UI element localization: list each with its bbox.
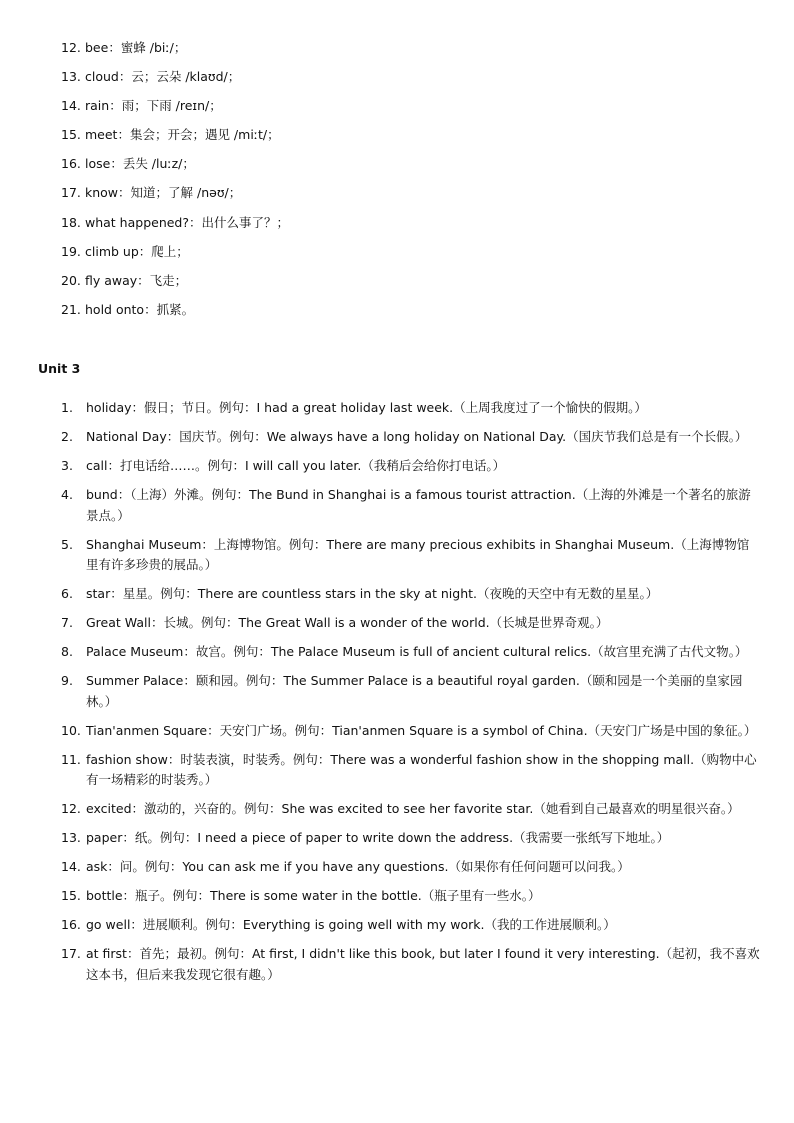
list-item [61, 613, 761, 634]
item-text: bund：（上海）外滩。例句：The Bund in Shanghai is a famous tourist attraction.（上海的外滩是一个著名的旅游景点。） [86, 487, 751, 523]
item-number: 14. [61, 98, 81, 114]
item-text: National Day：国庆节。例句：We always have a long holiday on National Day.（国庆节我们总是有一个长假。） [86, 429, 748, 444]
item-text: star：星星。例句：There are countless stars in the sky at night.（夜晚的天空中有无数的星星。） [86, 586, 659, 601]
list-item [61, 456, 761, 477]
item-text: call：打电话给……。例句：I will call you later.（我稍后会给你打电话。） [86, 458, 506, 473]
item-text: holiday：假日；节日。例句：I had a great holiday last week.（上周我度过了一个愉快的假期。） [86, 400, 647, 415]
item-number: 16. [61, 156, 81, 172]
item-number: 13. [61, 69, 81, 85]
list-item [61, 642, 761, 663]
list-item [61, 828, 761, 849]
item-number: 21. [61, 301, 81, 317]
item-text: at first：首先；最初。例句：At first, I didn't like this book, but later I found it very interesting.（起初，我不喜欢这本书，但后来我发现它很有趣。） [86, 946, 760, 982]
item-text: excited：激动的，兴奋的。例句：She was excited to see her favorite star.（她看到自己最喜欢的明星很兴奋。） [86, 801, 740, 816]
list-item [61, 427, 761, 448]
list-item [61, 750, 761, 791]
list-item [61, 68, 761, 97]
list-item [61, 535, 761, 576]
item-text: Summer Palace：颐和园。例句：The Summer Palace is a beautiful royal garden.（颐和园是一个美丽的皇家园林。） [86, 673, 743, 709]
list-item [61, 944, 761, 985]
item-number: 9. [61, 673, 73, 688]
item-text: paper：纸。例句：I need a piece of paper to write down the address.（我需要一张纸写下地址。） [86, 830, 670, 845]
list-item [61, 126, 761, 155]
item-number: 17. [61, 185, 81, 201]
item-text: Palace Museum：故宫。例句：The Palace Museum is full of ancient cultural relics.（故宫里充满了古代文物。） [86, 644, 748, 659]
item-text: go well：进展顺利。例句：Everything is going well with my work.（我的工作进展顺利。） [86, 917, 616, 932]
item-number: 15. [61, 127, 81, 143]
item-text: bee：蜜蜂 /biː/； [85, 40, 187, 55]
item-text: lose：丢失 /luːz/； [85, 156, 195, 172]
list-item [61, 155, 761, 184]
list-item [61, 886, 761, 907]
item-number: 18. [61, 214, 81, 230]
list-item [61, 857, 761, 878]
list-item [61, 485, 761, 526]
item-text: know：知道；了解 /nəʊ/； [85, 185, 242, 201]
list-item [61, 272, 761, 301]
item-text: ask：问。例句：You can ask me if you have any questions.（如果你有任何问题可以问我。） [86, 859, 630, 874]
item-number: 12. [61, 801, 81, 816]
list-item [61, 398, 761, 419]
item-number: 2. [61, 429, 73, 444]
item-text: bottle：瓶子。例句：There is some water in the bottle.（瓶子里有一些水。） [86, 888, 541, 903]
item-number: 19. [61, 243, 81, 259]
item-number: 16. [61, 917, 81, 932]
item-number: 17. [61, 946, 81, 961]
item-number: 6. [61, 586, 73, 601]
section-heading: Unit 3 [38, 361, 81, 376]
item-number: 4. [61, 487, 73, 502]
list-item [61, 97, 761, 126]
list-item [61, 39, 761, 68]
item-number: 8. [61, 644, 73, 659]
item-text: Shanghai Museum：上海博物馆。例句：There are many precious exhibits in Shanghai Museum.（上海博物馆里有许多珍贵的展品。） [86, 536, 750, 572]
item-number: 10. [61, 722, 81, 738]
list-item [61, 584, 761, 605]
item-text: meet：集会；开会；遇见 /miːt/； [85, 127, 280, 143]
list-item [61, 671, 761, 712]
item-text: what happened?：出什么事了？； [85, 214, 290, 230]
item-text: Tian'anmen Square：天安门广场。例句：Tian'anmen Square is a symbol of China.（天安门广场是中国的象征。） [86, 722, 757, 738]
list-item [61, 301, 761, 330]
item-text: fly away：飞走； [85, 272, 188, 288]
item-number: 12. [61, 40, 81, 55]
item-text: hold onto：抓紧。 [85, 301, 195, 317]
item-text: cloud：云；云朵 /klaʊd/； [85, 69, 241, 85]
item-text: Great Wall：长城。例句：The Great Wall is a wonder of the world.（长城是世界奇观。） [86, 615, 609, 630]
item-number: 11. [61, 751, 81, 767]
item-number: 13. [61, 830, 81, 845]
item-text: rain：雨；下雨 /reɪn/； [85, 98, 222, 114]
item-text: climb up：爬上； [85, 243, 189, 259]
item-number: 7. [61, 615, 73, 630]
list-item [61, 915, 761, 936]
item-number: 3. [61, 458, 73, 473]
list-item [61, 184, 761, 213]
list-item [61, 243, 761, 272]
item-number: 1. [61, 400, 73, 415]
item-number: 5. [61, 536, 73, 552]
list-item [61, 799, 761, 820]
item-number: 15. [61, 888, 81, 903]
item-text: fashion show：时装表演，时装秀。例句：There was a wonderful fashion show in the shopping mall.（购物中心有一场精彩的时装秀。） [86, 751, 757, 787]
list-item [61, 214, 761, 243]
item-number: 20. [61, 272, 81, 288]
unit-vocab-list [61, 398, 761, 994]
item-number: 14. [61, 859, 81, 874]
list-item [61, 721, 761, 742]
vocab-list-continued [61, 39, 761, 330]
